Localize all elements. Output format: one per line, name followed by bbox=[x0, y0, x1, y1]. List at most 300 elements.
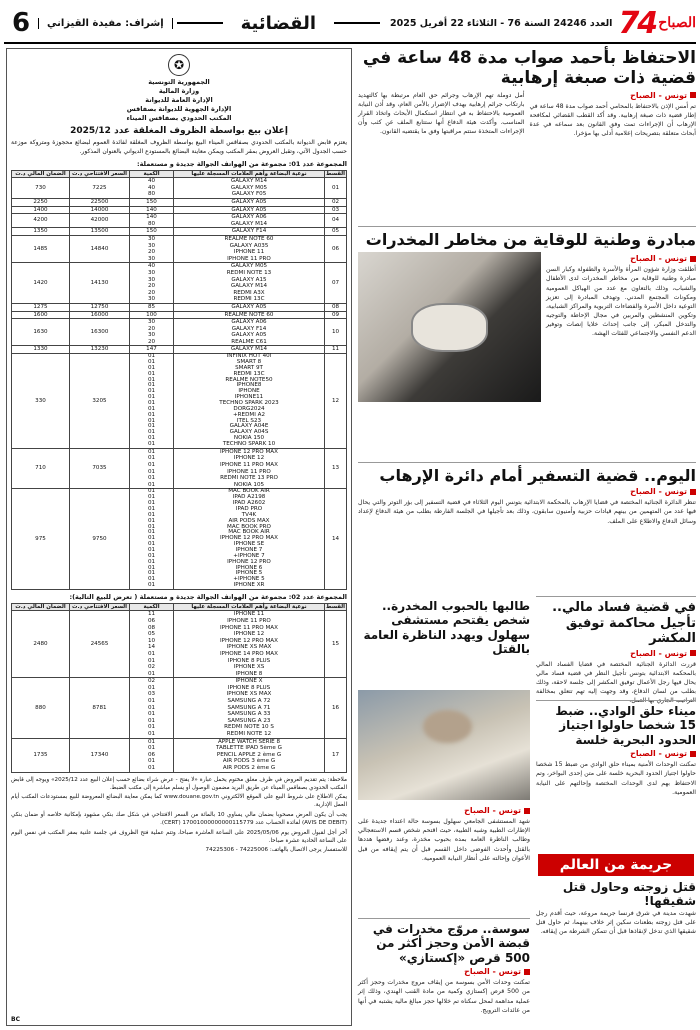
qty-value: 01 bbox=[147, 411, 156, 418]
article-byline: تونس - الصباح bbox=[546, 254, 696, 263]
cell-guarantee: 1330 bbox=[12, 346, 70, 354]
model-name: IPHONE 8 PLUS bbox=[227, 684, 271, 691]
cell-num: 07 bbox=[325, 263, 347, 304]
qty-value: 01 bbox=[147, 500, 156, 507]
qty-value: 01 bbox=[147, 704, 156, 711]
model-name: GALAXY F14 bbox=[231, 325, 267, 332]
model-name: IPHONE11 bbox=[234, 394, 264, 401]
supervisor-credit: إشراف: مفيدة القيزاني bbox=[38, 18, 173, 29]
article-byline: تونس - الصباح bbox=[536, 749, 696, 758]
qty-value: 01 bbox=[147, 517, 156, 524]
cell-models bbox=[174, 354, 325, 449]
model-name: REDMI NOTE 13 PRO bbox=[220, 475, 278, 482]
cell-guarantee: 1350 bbox=[12, 228, 70, 236]
article-headline: في قضية فساد مالي.. تأجيل محاكمة توفيق المكشر bbox=[552, 600, 696, 647]
qty-value: 20 bbox=[147, 338, 156, 345]
cell-price: 13500 bbox=[70, 228, 130, 236]
qty-value: 30 bbox=[147, 296, 156, 303]
article-world-crime bbox=[536, 878, 696, 1026]
col-header-models: نوعية البضاعة وأهم العلامات المسجلة عليها bbox=[174, 603, 325, 610]
masthead-rule bbox=[334, 22, 380, 24]
article-body: أمل دوملة تهم الإرهاب وجرائم حق العام مرتبطة بها كالتهديد بارتكاب جرائم إرهابية بهدف الإضرار بالأمن العام، وقد أذن النيابة العمومية بالاحتفاظ به في انتظار استكمال الأبحاث واتخاذ القرار المناسب. وأكدت هيئة الدفاع أنها ستتابع الملف عن كثب وأن الإجراءات المتخذة ستتم مراقبتها وفق ما يقتضيه القانون. bbox=[358, 91, 525, 136]
model-name: IPHONE 12 PRO MAX bbox=[220, 448, 278, 455]
lot-1-title: المجموعة عدد 01: مجموعة من الهواتف الجوالة جديدة و مستعملة: bbox=[137, 159, 347, 168]
qty-value: 02 bbox=[147, 678, 156, 685]
qty-value: 01 bbox=[147, 382, 156, 389]
cell-models bbox=[174, 611, 325, 678]
cell-models bbox=[174, 319, 325, 346]
model-name: AIR PODS 2 ème G bbox=[222, 765, 276, 772]
col-header-qty: الكمية bbox=[130, 603, 174, 610]
cell-num: 08 bbox=[325, 303, 347, 311]
qty-value: 01 bbox=[147, 650, 156, 657]
cell-num: 04 bbox=[325, 214, 347, 228]
model-name: AIR PODS 3 ème G bbox=[222, 758, 276, 765]
qty-value: 01 bbox=[147, 511, 156, 518]
model-name: IPHONE 12 PRO MAX bbox=[220, 535, 278, 542]
article-body: شهد المستشفى الجامعي سهلول بسوسة حالة اعتداء جديدة على الإطارات الطبية وشبه الطبية، حيث اقتحم شخص قسم الاستعجالي وطالب الناظرة العامة بمده بحبوب مخدرة، وعند رفضها هددها بالقتل وأحدث الفوضى داخل القسم قبل أن يتم إيقافه من قبل الأعوان وإحالته على أنظار النيابة العمومية. bbox=[358, 818, 530, 862]
cell-models bbox=[174, 448, 325, 489]
cell-guarantee: 1400 bbox=[12, 206, 70, 214]
table-row bbox=[12, 678, 347, 738]
qty-value: 30 bbox=[147, 269, 156, 276]
qty-value: 01 bbox=[147, 405, 156, 412]
model-name: IPHONE 12 bbox=[233, 631, 265, 638]
qty-value: 30 bbox=[147, 276, 156, 283]
qty-value: 01 bbox=[147, 353, 156, 360]
model-name: IPHONE X bbox=[235, 678, 263, 685]
qty-value: 01 bbox=[147, 684, 156, 691]
qty-value: 01 bbox=[147, 724, 156, 731]
cell-price: 8781 bbox=[70, 678, 130, 738]
cell-guarantee: 880 bbox=[12, 678, 70, 738]
model-name: NOKIA 105 bbox=[233, 481, 265, 488]
col-header-price: السعر الافتتاحي د.ت bbox=[70, 170, 130, 177]
cell-qty bbox=[130, 206, 174, 214]
model-name: GALAXY A05 bbox=[231, 206, 267, 213]
model-name: IPAD PRO bbox=[235, 505, 263, 512]
model-name: AIR PODS MAX bbox=[228, 517, 270, 524]
qty-value: 01 bbox=[147, 523, 156, 530]
qty-value: 01 bbox=[147, 358, 156, 365]
article-drugs-initiative bbox=[358, 226, 696, 458]
cell-price: 12750 bbox=[70, 303, 130, 311]
qty-value: 11 bbox=[147, 611, 156, 618]
cell-models bbox=[174, 678, 325, 738]
model-name: MAC BOOK AIR bbox=[228, 488, 270, 495]
model-name: SAMSUNG A 72 bbox=[227, 698, 271, 705]
lot-2-table bbox=[11, 603, 347, 773]
model-name: IPHONE 11 PRO bbox=[227, 468, 271, 475]
ministry-line: الإدارة الجهوية للديوانة بصفاقس bbox=[126, 105, 232, 114]
model-name: GALAXY A04S bbox=[229, 429, 269, 436]
qty-value: 01 bbox=[147, 541, 156, 548]
lot-2-title: المجموعة عدد 02: مجموعة من الهواتف الجوالة جديدة و مستعملة ( تعرض للبيع التالية): bbox=[69, 592, 347, 601]
table-row bbox=[12, 346, 347, 354]
cell-guarantee: 710 bbox=[12, 448, 70, 489]
article-body: قررت الدائرة الجنائية المختصة في قضايا الفساد المالي بالمحكمة الابتدائية بتونس تأجيل النظر في قضية فساد مالي يحال فيها رجل الأعمال توفيق المكشر إلى جلسة لاحقة، وذلك بطلب من لسان الدفاع، وقد وجهت إليه تهم تتعلق بمخالفة التراتيب الجاري بها العمل. bbox=[536, 660, 696, 705]
cell-models bbox=[174, 235, 325, 262]
qty-value: 01 bbox=[147, 564, 156, 571]
cell-num: 05 bbox=[325, 228, 347, 236]
model-name: PENCIL APPLE 2 ème G bbox=[216, 751, 282, 758]
article-body: تنظر الدائرة الجنائية المختصة في قضايا الإرهاب بالمحكمة الابتدائية بتونس اليوم الثلاثاء في قضية التسفير إلى بؤر التوتر والتي يحال فيها عدد من المتهمين من بينهم قيادات حزبية وأمنيون سابقون، وذلك بعد تأجيلها في الجلسة الفارطة بطلب من هيئة الدفاع لإعداد وسائل الدفاع والاطلاع على الملف. bbox=[358, 499, 696, 525]
article-byline: تونس - الصباح bbox=[358, 806, 530, 815]
qty-value: 40 bbox=[147, 178, 156, 185]
cell-num: 10 bbox=[325, 319, 347, 346]
article-sahloul-body bbox=[358, 804, 530, 914]
cell-num: 03 bbox=[325, 206, 347, 214]
qty-value: 150 bbox=[146, 228, 157, 235]
qty-value: 85 bbox=[147, 303, 156, 310]
model-name: SAMSUNG A 23 bbox=[227, 717, 271, 724]
model-name: GALAXY A15 bbox=[231, 276, 267, 283]
article-byline: تونس - الصباح bbox=[358, 487, 696, 496]
model-name: IPHONE 11 PRO bbox=[227, 617, 271, 624]
cell-num: 16 bbox=[325, 678, 347, 738]
model-name: IPHONE 14 PRO MAX bbox=[220, 650, 278, 657]
qty-value: 01 bbox=[147, 468, 156, 475]
qty-value: 140 bbox=[146, 206, 157, 213]
cell-qty bbox=[130, 611, 174, 678]
model-name: IPHONE 12 PRO MAX bbox=[220, 637, 278, 644]
qty-value: 20 bbox=[147, 283, 156, 290]
qty-value: 01 bbox=[147, 535, 156, 542]
qty-value: 01 bbox=[147, 388, 156, 395]
article-body: تمكنت الوحدات الأمنية بميناء حلق الوادي من ضبط 15 شخصا حاولوا اجتياز الحدود البحرية خلسة على متن إحدى البواخر، وتم الاحتفاظ بهم لدى الوحدات المختصة وإحالتهم على النيابة العمومية. bbox=[536, 761, 696, 796]
qty-value: 20 bbox=[147, 325, 156, 332]
model-name: IPHONE 7+ bbox=[233, 552, 265, 559]
model-name: IPHONE 5 bbox=[235, 570, 263, 577]
qty-value: 40 bbox=[147, 263, 156, 270]
cell-price: 14000 bbox=[70, 206, 130, 214]
qty-value: 01 bbox=[147, 364, 156, 371]
model-name: NOKIA 150 bbox=[233, 435, 265, 442]
qty-value: 01 bbox=[147, 423, 156, 430]
cell-guarantee: 1420 bbox=[12, 263, 70, 304]
lot-1-body bbox=[12, 178, 347, 590]
model-name: GALAXY M14 bbox=[230, 346, 268, 353]
qty-value: 01 bbox=[147, 582, 156, 589]
qty-value: 01 bbox=[147, 657, 156, 664]
article-headline: قتل زوجته وحاول قتل شقيقها! bbox=[562, 880, 696, 909]
model-name: IPHONE 6 bbox=[235, 564, 263, 571]
model-name: IPHONE XR bbox=[233, 582, 265, 589]
qty-value: 01 bbox=[147, 529, 156, 536]
lot-2-body bbox=[12, 611, 347, 772]
footer-code: BC bbox=[11, 1016, 20, 1023]
model-name: GALAXY A05 bbox=[231, 332, 267, 339]
note-paragraph: يمكن الاطلاع على شروط البيع على الموقع الالكتروني www.douane.gov.tn كما يمكن معاينة البضائع المعروضة للبيع بمستودعات المكتب أيام العمل الإدارية. bbox=[11, 794, 347, 809]
qty-value: 30 bbox=[147, 332, 156, 339]
cell-price: 42000 bbox=[70, 214, 130, 228]
cell-guarantee: 330 bbox=[12, 354, 70, 449]
page-number: 6 bbox=[11, 8, 31, 38]
article-byline: تونس - الصباح bbox=[358, 967, 530, 976]
qty-value: 01 bbox=[147, 417, 156, 424]
model-name: IPHONE8 bbox=[236, 382, 262, 389]
cell-price: 14840 bbox=[70, 235, 130, 262]
world-crime-label: جريمة من العالم bbox=[538, 854, 694, 876]
model-name: IPAD A2602 bbox=[232, 500, 266, 507]
cell-qty bbox=[130, 678, 174, 738]
model-name: ITEL S23 bbox=[236, 417, 262, 424]
cell-qty bbox=[130, 178, 174, 199]
model-name: IPAD A2198 bbox=[232, 494, 266, 501]
table-row bbox=[12, 738, 347, 772]
model-name: REALME C61 bbox=[231, 338, 267, 345]
cell-models bbox=[174, 738, 325, 772]
qty-value: 01 bbox=[147, 399, 156, 406]
col-header-num: القسط bbox=[325, 170, 345, 177]
cell-qty bbox=[130, 311, 174, 319]
logo-name: الصباح bbox=[658, 15, 697, 31]
qty-value: 01 bbox=[147, 698, 156, 705]
qty-value: 80 bbox=[147, 191, 156, 198]
article-headline: سوسة.. مروّج مخدرات في قبضة الأمن وحجز أكثر من 500 قرص «إكستازي» bbox=[372, 922, 530, 965]
cell-models bbox=[174, 263, 325, 304]
qty-value: 30 bbox=[147, 255, 156, 262]
model-name: MAC BOOK AIR bbox=[228, 529, 270, 536]
model-name: GALAXY A04E bbox=[229, 423, 269, 430]
article-body: تمكنت وحدات الأمن بسوسة من إيقاف مروج مخدرات وحجز أكثر من 500 قرص إكستازي وكمية من مادة القنب الهندي، وذلك إثر عملية مداهمة لمحل سكناه تم خلالها حجز مبالغ مالية يشتبه في أنها من عائدات الترويج. bbox=[358, 979, 530, 1014]
model-name: GALAXY M05 bbox=[230, 263, 268, 270]
qty-value: 01 bbox=[147, 462, 156, 468]
qty-value: 01 bbox=[147, 455, 156, 462]
model-name: GALAXY F14 bbox=[231, 228, 267, 235]
model-name: GALAXY A06 bbox=[231, 214, 267, 221]
model-name: SMART 9T bbox=[235, 364, 263, 371]
qty-value: 40 bbox=[147, 184, 156, 191]
qty-value: 20 bbox=[147, 249, 156, 256]
cell-qty bbox=[130, 489, 174, 590]
cell-models bbox=[174, 303, 325, 311]
table-row bbox=[12, 611, 347, 678]
qty-value: 150 bbox=[146, 199, 157, 205]
model-name: IPHONE 11 PRO MAX bbox=[220, 624, 278, 631]
cell-guarantee: 1735 bbox=[12, 738, 70, 772]
qty-value: 30 bbox=[147, 242, 156, 249]
table-header-row bbox=[12, 603, 347, 610]
qty-value: 01 bbox=[147, 448, 156, 455]
cell-price: 9750 bbox=[70, 489, 130, 590]
customs-tender-notice bbox=[6, 48, 352, 1026]
model-name: TECHNO SPARK 2023 bbox=[219, 399, 279, 406]
cell-num: 01 bbox=[325, 178, 347, 199]
col-header-models: نوعية البضاعة وأهم العلامات المسجلة عليها bbox=[174, 170, 325, 177]
qty-value: 08 bbox=[147, 624, 156, 631]
tunisia-emblem-icon: ✪ bbox=[168, 54, 190, 76]
cell-price: 3205 bbox=[70, 354, 130, 449]
note-paragraph: ملاحظة: يتم تقديم العروض في ظرف مغلق مختوم يحمل عبارة «لا يفتح - عرض شراء بضائع حسب إعلان البيع عدد 2025/12» ويوجه إلى قابض المكتب الحدودي بصفاقس الميناء عن طريق البريد مضمون الوصول أو يسلم مباشرة إلى مكتب الضبط. bbox=[11, 776, 347, 791]
qty-value: 01 bbox=[147, 717, 156, 724]
note-paragraph: يجب أن يكون العرض مصحوبا بضمان مالي يساوي 10 بالمائة من السعر الافتتاحي في شكل صك بنكي مشهود بإمكانية خلاصه أو ضمان بنكي (AVIS DE DEBIT) لفائدة الحساب عدد 17001000000000115779 (CERT). bbox=[11, 812, 347, 827]
model-name: IPHONE 11 PRO bbox=[227, 255, 271, 262]
article-sousse bbox=[358, 918, 530, 1026]
qty-value: 01 bbox=[147, 475, 156, 482]
news-column bbox=[358, 48, 696, 1026]
qty-value: 14 bbox=[147, 644, 156, 651]
qty-value: 01 bbox=[147, 711, 156, 718]
cell-num: 11 bbox=[325, 346, 347, 354]
model-name: GALAXY A06 bbox=[231, 319, 267, 326]
table-header-row bbox=[12, 170, 347, 177]
model-name: IPHONE 12 PRO bbox=[227, 558, 271, 565]
cell-num: 02 bbox=[325, 199, 347, 207]
qty-value: 01 bbox=[147, 758, 156, 765]
model-name: TECHNO SPARK 10 bbox=[222, 440, 276, 447]
lot-1-table bbox=[11, 170, 347, 590]
qty-value: 01 bbox=[147, 576, 156, 583]
qty-value: 140 bbox=[146, 214, 157, 221]
article-headline: ميناء حلق الوادي.. ضبط 15 شخصا حاولوا اجتياز الحدود البحرية خلسة bbox=[555, 704, 696, 747]
cell-price: 13230 bbox=[70, 346, 130, 354]
cell-models bbox=[174, 206, 325, 214]
article-headline: مبادرة وطنية للوقاية من مخاطر المخدرات bbox=[365, 230, 696, 249]
model-name: GALAXY A05 bbox=[231, 303, 267, 310]
table-row bbox=[12, 263, 347, 304]
cell-guarantee: 1275 bbox=[12, 303, 70, 311]
note-paragraph: آخر أجل لقبول العروض يوم 2025/05/06 على الساعة العاشرة صباحا، وتتم عملية فتح الظروف في جلسة علنية بمقر المكتب في نفس اليوم على الساعة الحادية عشرة صباحا. bbox=[11, 829, 347, 844]
cell-price: 16300 bbox=[70, 319, 130, 346]
model-name: IPHONE 7 bbox=[235, 546, 263, 553]
cell-num: 14 bbox=[325, 489, 347, 590]
model-name: DORG2024 bbox=[233, 405, 265, 412]
qty-value: 01 bbox=[147, 570, 156, 577]
cell-num: 06 bbox=[325, 235, 347, 262]
qty-value: 01 bbox=[147, 765, 156, 772]
cell-qty bbox=[130, 235, 174, 262]
cell-price: 24565 bbox=[70, 611, 130, 678]
table-row bbox=[12, 214, 347, 228]
model-name: REDMI 13C bbox=[233, 370, 265, 377]
model-name: IPHONE XS bbox=[233, 664, 265, 671]
col-header-qty: الكمية bbox=[130, 170, 174, 177]
qty-value: 02 bbox=[147, 664, 156, 671]
model-name: SMART 8 bbox=[236, 358, 262, 365]
qty-value: 01 bbox=[147, 546, 156, 553]
cell-guarantee: 730 bbox=[12, 178, 70, 199]
model-name: IPHONE 8 PLUS bbox=[227, 657, 271, 664]
ministry-line: المكتب الحدودي بصفاقس الميناء bbox=[126, 114, 232, 123]
model-name: REDMI NOTE 10 S bbox=[224, 724, 274, 731]
cell-price: 7225 bbox=[70, 178, 130, 199]
qty-value: 06 bbox=[147, 617, 156, 624]
cell-guarantee: 2250 bbox=[12, 199, 70, 207]
masthead bbox=[4, 4, 696, 44]
qty-value: 01 bbox=[147, 670, 156, 677]
cell-num: 09 bbox=[325, 311, 347, 319]
qty-value: 30 bbox=[147, 235, 156, 242]
model-name: IPHONE XS MAX bbox=[226, 691, 272, 698]
table-row bbox=[12, 228, 347, 236]
tender-title: إعلان بيع بواسطة الظروف المغلقة عدد 2025/12 bbox=[70, 126, 288, 137]
cell-guarantee: 1485 bbox=[12, 235, 70, 262]
model-name: GALAXY A035 bbox=[229, 242, 269, 249]
table-row bbox=[12, 199, 347, 207]
article-halq-el-oued bbox=[536, 700, 696, 850]
qty-value: 01 bbox=[147, 731, 156, 738]
article-body: تم أمس الإذن بالاحتفاظ بالمحامي أحمد صواب مدة 48 ساعة في إطار قضية ذات صبغة إرهابية. وقد أكد القطب القضائي لمكافحة الإرهاب أن الإجراءات تمت وفق القانون بعد سماعه في عدة أبحاث متعلقة بتصريحات إعلامية أدلى بها مؤخرا. bbox=[529, 102, 696, 138]
article-headline: طالبها بالحبوب المخدرة.. شخص يقتحم مستشفى سهلول ويهدد الناظرة العامة بالقتل bbox=[363, 599, 530, 657]
model-name: GALAXY M05 bbox=[230, 184, 268, 191]
article-headline: اليوم.. قضية التسفير أمام دائرة الإرهاب bbox=[379, 466, 696, 485]
model-name: REDMI A3X bbox=[233, 289, 265, 296]
cell-guarantee: 975 bbox=[12, 489, 70, 590]
table-row bbox=[12, 489, 347, 590]
model-name: IPHONE 8 bbox=[235, 670, 263, 677]
note-paragraph: للاستفسار يرجى الاتصال بالهاتف: 74225006 - 74225306 bbox=[205, 847, 347, 854]
model-name: IPHONE SE bbox=[233, 541, 265, 548]
cell-qty bbox=[130, 228, 174, 236]
table-row bbox=[12, 206, 347, 214]
qty-value: 10 bbox=[147, 637, 156, 644]
model-name: GALAXY M14 bbox=[230, 178, 268, 185]
model-name: TABLETTE IPAD 5ème G bbox=[216, 745, 282, 752]
model-name: SAMSUNG A 33 bbox=[227, 711, 271, 718]
ministry-line: الإدارة العامة للديوانة bbox=[145, 96, 213, 105]
qty-value: 01 bbox=[147, 488, 156, 495]
article-sahloul bbox=[358, 596, 530, 688]
issue-date-line: العدد 24246 السنة 76 - الثلاثاء 22 أفريل 2025 bbox=[390, 17, 613, 29]
table-row bbox=[12, 178, 347, 199]
qty-value: 06 bbox=[147, 751, 156, 758]
cell-models bbox=[174, 199, 325, 207]
model-name: GALAXY A05 bbox=[231, 199, 267, 205]
cell-price: 17340 bbox=[70, 738, 130, 772]
qty-value: 01 bbox=[147, 505, 156, 512]
tender-intro: يعتزم قابض الديوانة بالمكتب الحدودي بصفاقس الميناء البيع بواسطة الظروف المغلقة لفائدة العموم لبضائع محجوزة ومتروكة موزعة حسب الجدول الآتي، وتقبل العروض بمقر المكتب ويمكن معاينة البضائع بالمستودع الديواني بالعنوان المذكور. bbox=[11, 139, 347, 156]
qty-value: 01 bbox=[147, 745, 156, 752]
model-name: IPHONE 11 bbox=[233, 611, 265, 618]
model-name: REDMI A2+ bbox=[232, 411, 266, 418]
qty-value: 01 bbox=[147, 440, 156, 447]
cell-qty bbox=[130, 214, 174, 228]
qty-value: 01 bbox=[147, 552, 156, 559]
photo-man-blurred bbox=[358, 690, 530, 800]
col-header-guarantee: الضمان المالي د.ت bbox=[12, 603, 70, 610]
model-name: REDMI NOTE 13 bbox=[226, 269, 272, 276]
masthead-rule bbox=[177, 22, 223, 24]
ministry-header bbox=[11, 78, 347, 123]
qty-value: 01 bbox=[147, 376, 156, 383]
cell-qty bbox=[130, 263, 174, 304]
article-body: أطلقت وزارة شؤون المرأة والأسرة والطفولة وكبار السن مبادرة وطنية للوقاية من مخاطر المخدرات لدى الأطفال والشباب، وذلك بالتعاون مع عدد من الهياكل العمومية ومكونات المجتمع المدني. وتهدف المبادرة إلى تعزيز التوعية داخل الأسرة والفضاءات التربوية والمراكز الشبابية، وتكوين المنشطين والمربين في مجال الإحاطة والتوجيه والتدخل المبكر، إلى جانب إحداث خلايا إنصات وتوفير الدعم النفسي والاجتماعي للفئات الهشة. bbox=[546, 266, 696, 338]
cell-num: 13 bbox=[325, 448, 347, 489]
qty-value: 03 bbox=[147, 691, 156, 698]
qty-value: 01 bbox=[147, 429, 156, 436]
col-header-guarantee: الضمان المالي د.ت bbox=[12, 170, 70, 177]
model-name: REALME NOTE50 bbox=[225, 376, 273, 383]
cell-price: 14130 bbox=[70, 263, 130, 304]
section-title: القضائية bbox=[240, 12, 317, 34]
cell-qty bbox=[130, 448, 174, 489]
cell-num: 17 bbox=[325, 738, 347, 772]
cell-qty bbox=[130, 319, 174, 346]
model-name: IPHONE 5+ bbox=[233, 576, 265, 583]
cell-qty bbox=[130, 303, 174, 311]
ministry-line: الجمهورية التونسية bbox=[148, 78, 210, 86]
cell-qty bbox=[130, 738, 174, 772]
model-name: REDMI 13C bbox=[233, 296, 265, 303]
cell-guarantee: 1630 bbox=[12, 319, 70, 346]
cell-models bbox=[174, 178, 325, 199]
cell-price: 7035 bbox=[70, 448, 130, 489]
cell-models bbox=[174, 311, 325, 319]
qty-value: 01 bbox=[147, 558, 156, 565]
qty-value: 01 bbox=[147, 394, 156, 401]
model-name: REALME NOTE 60 bbox=[224, 311, 274, 318]
